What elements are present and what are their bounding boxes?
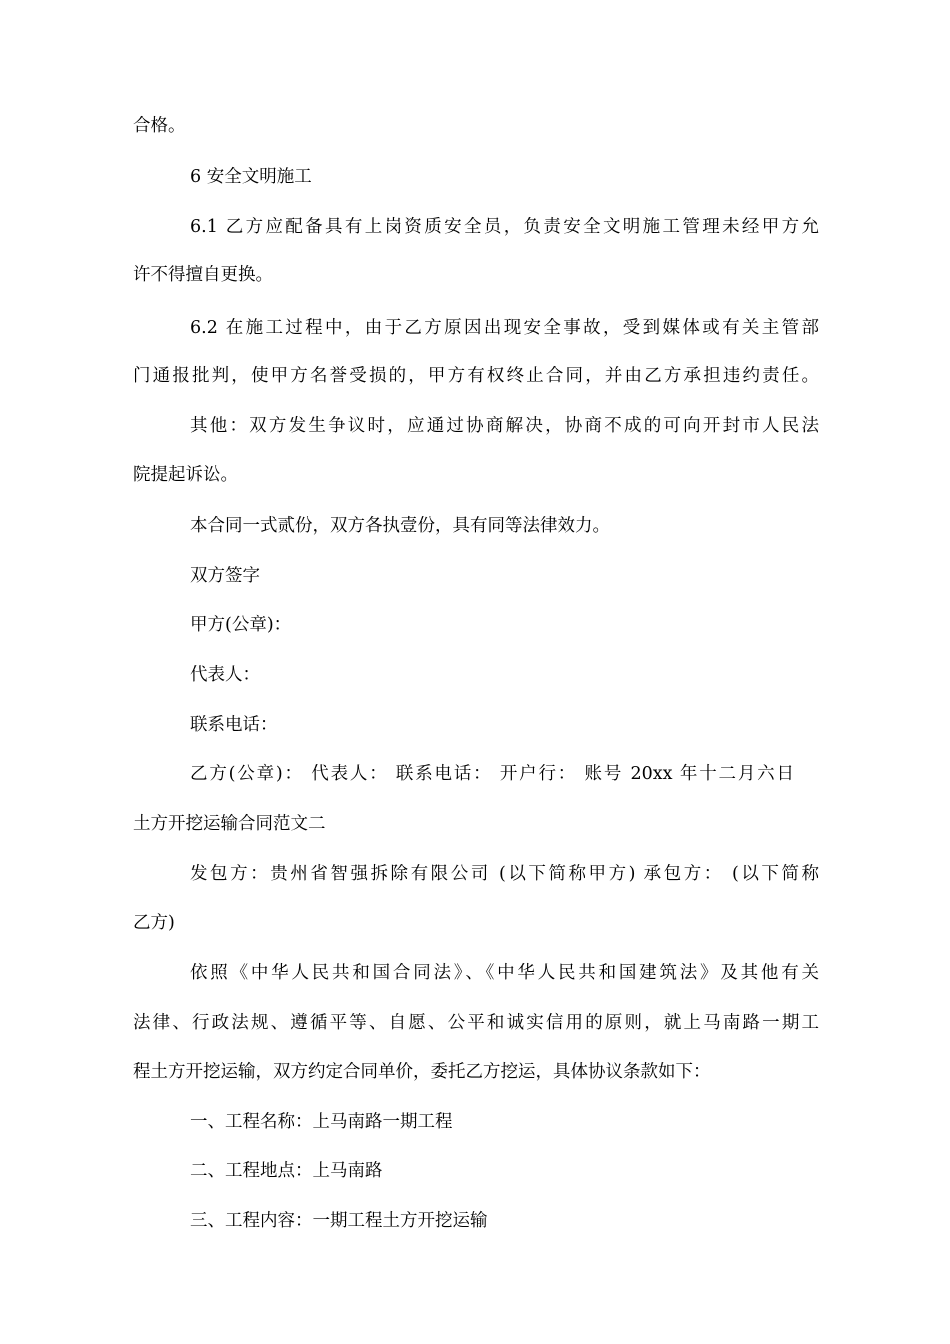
paragraph-line: 其他：双方发生争议时，应通过协商解决，协商不成的可向开封市人民法: [190, 416, 819, 436]
party-b-line: 乙方(公章)： 代表人： 联系电话： 开户行： 账号 20xx 年十二月六日: [190, 764, 794, 784]
representative-label: 代表人：: [190, 665, 260, 685]
paragraph-line: 本合同一式贰份，双方各执壹份，具有同等法律效力。: [190, 516, 610, 536]
paragraph-line: 6.1 乙方应配备具有上岗资质安全员，负责安全文明施工管理未经甲方允: [190, 217, 819, 237]
paragraph-line: 依照《中华人民共和国合同法》、《中华人民共和国建筑法》及其他有关: [190, 963, 819, 983]
paragraph-line: 6.2 在施工过程中，由于乙方原因出现安全事故，受到媒体或有关主管部: [190, 318, 819, 338]
phone-label: 联系电话：: [190, 715, 278, 735]
paragraph-line: 法律、行政法规、遵循平等、自愿、公平和诚实信用的原则，就上马南路一期工: [133, 1013, 819, 1033]
paragraph-line: 院提起诉讼。: [133, 465, 238, 485]
paragraph-line: 门通报批判，使甲方名誉受损的，甲方有权终止合同，并由乙方承担违约责任。: [133, 366, 819, 386]
list-item: 二、工程地点：上马南路: [190, 1161, 383, 1181]
list-item: 三、工程内容：一期工程土方开挖运输: [190, 1211, 488, 1231]
section-heading: 6 安全文明施工: [190, 167, 312, 187]
signature-heading: 双方签字: [190, 566, 260, 586]
text-line: 合格。: [133, 116, 186, 136]
party-a-seal: 甲方(公章)：: [190, 615, 292, 635]
paragraph-line: 程土方开挖运输，双方约定合同单价，委托乙方挖运，具体协议条款如下：: [133, 1062, 711, 1082]
paragraph-line: 发包方：贵州省智强拆除有限公司 (以下简称甲方) 承包方： (以下简称: [190, 864, 819, 884]
paragraph-line: 乙方): [133, 913, 175, 933]
paragraph-line: 许不得擅自更换。: [133, 265, 273, 285]
section-title: 土方开挖运输合同范文二: [133, 814, 326, 834]
list-item: 一、工程名称：上马南路一期工程: [190, 1112, 453, 1132]
